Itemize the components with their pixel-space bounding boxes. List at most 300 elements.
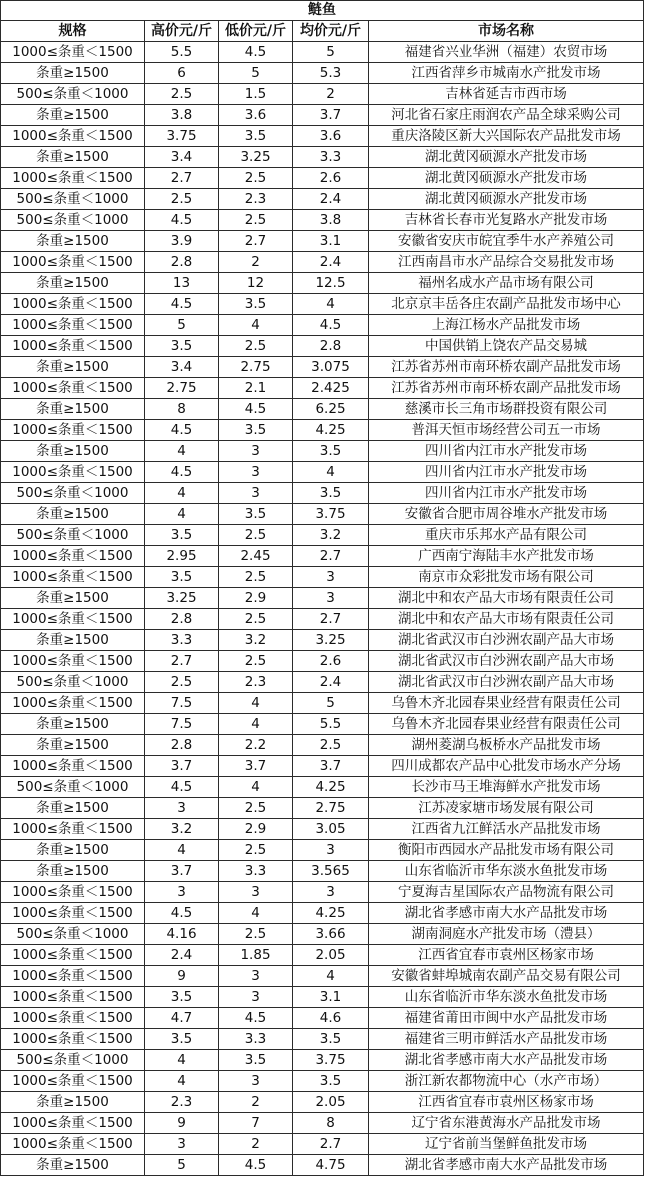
table-row <box>1 231 644 252</box>
cell-market-name: 中国供销上饶农产品交易城 <box>369 336 644 357</box>
cell-spec: 500≤条重＜1000 <box>1 924 145 945</box>
cell-spec: 1000≤条重＜1500 <box>1 315 145 336</box>
cell-avg-price: 3.5 <box>293 483 369 504</box>
cell-high-price: 3.75 <box>145 126 219 147</box>
cell-high-price: 3.5 <box>145 567 219 588</box>
cell-high-price: 4 <box>145 441 219 462</box>
cell-avg-price: 2.7 <box>293 1134 369 1155</box>
cell-market-name: 江西省宜春市袁州区杨家市场 <box>369 945 644 966</box>
cell-low-price: 3 <box>219 483 293 504</box>
cell-market-name: 江西省九江鲜活水产品批发市场 <box>369 819 644 840</box>
table-row <box>1 126 644 147</box>
cell-avg-price: 4 <box>293 462 369 483</box>
cell-market-name: 山东省临沂市华东淡水鱼批发市场 <box>369 987 644 1008</box>
table-row <box>1 147 644 168</box>
cell-high-price: 4.5 <box>145 420 219 441</box>
cell-high-price: 4.5 <box>145 294 219 315</box>
cell-low-price: 4 <box>219 315 293 336</box>
cell-avg-price: 3.2 <box>293 525 369 546</box>
cell-low-price: 4 <box>219 714 293 735</box>
cell-high-price: 2.7 <box>145 651 219 672</box>
cell-spec: 条重≥1500 <box>1 735 145 756</box>
cell-market-name: 湖北省武汉市白沙洲农副产品大市场 <box>369 672 644 693</box>
cell-avg-price: 6.25 <box>293 399 369 420</box>
cell-low-price: 3.5 <box>219 1050 293 1071</box>
cell-market-name: 长沙市马王堆海鲜水产批发市场 <box>369 777 644 798</box>
cell-market-name: 湖北省孝感市南大水产品批发市场 <box>369 1050 644 1071</box>
cell-spec: 条重≥1500 <box>1 147 145 168</box>
cell-high-price: 5 <box>145 315 219 336</box>
cell-low-price: 3 <box>219 987 293 1008</box>
cell-market-name: 吉林省延吉市西市场 <box>369 84 644 105</box>
table-row <box>1 525 644 546</box>
cell-low-price: 3.5 <box>219 126 293 147</box>
cell-spec: 条重≥1500 <box>1 441 145 462</box>
table-row <box>1 420 644 441</box>
cell-market-name: 湖北黄冈硕源水产批发市场 <box>369 168 644 189</box>
cell-spec: 1000≤条重＜1500 <box>1 987 145 1008</box>
cell-low-price: 3.7 <box>219 756 293 777</box>
cell-spec: 1000≤条重＜1500 <box>1 168 145 189</box>
cell-market-name: 慈溪市长三角市场群投资有限公司 <box>369 399 644 420</box>
table-row <box>1 378 644 399</box>
cell-low-price: 4 <box>219 693 293 714</box>
cell-low-price: 2.5 <box>219 798 293 819</box>
cell-spec: 1000≤条重＜1500 <box>1 903 145 924</box>
table-row <box>1 945 644 966</box>
header-spec: 规格 <box>1 21 145 42</box>
cell-low-price: 4.5 <box>219 1008 293 1029</box>
table-row <box>1 693 644 714</box>
cell-high-price: 4 <box>145 504 219 525</box>
cell-spec: 条重≥1500 <box>1 630 145 651</box>
cell-high-price: 2.7 <box>145 168 219 189</box>
table-row <box>1 42 644 63</box>
table-row <box>1 861 644 882</box>
table-row <box>1 924 644 945</box>
cell-high-price: 2.8 <box>145 735 219 756</box>
cell-spec: 条重≥1500 <box>1 714 145 735</box>
header-low-price: 低价元/斤 <box>219 21 293 42</box>
cell-avg-price: 4 <box>293 294 369 315</box>
cell-low-price: 2.5 <box>219 336 293 357</box>
cell-market-name: 福建省兴业华洲（福建）农贸市场 <box>369 42 644 63</box>
cell-market-name: 安徽省安庆市皖宜季牛水产养殖公司 <box>369 231 644 252</box>
cell-high-price: 3.5 <box>145 1029 219 1050</box>
table-row <box>1 189 644 210</box>
table-row <box>1 882 644 903</box>
table-row <box>1 651 644 672</box>
table-row <box>1 1134 644 1155</box>
cell-spec: 500≤条重＜1000 <box>1 84 145 105</box>
cell-high-price: 8 <box>145 399 219 420</box>
cell-market-name: 辽宁省前当堡鲜鱼批发市场 <box>369 1134 644 1155</box>
cell-spec: 1000≤条重＜1500 <box>1 420 145 441</box>
cell-low-price: 3.5 <box>219 294 293 315</box>
cell-market-name: 湖北中和农产品大市场有限责任公司 <box>369 609 644 630</box>
cell-low-price: 2.5 <box>219 168 293 189</box>
cell-low-price: 4 <box>219 903 293 924</box>
cell-market-name: 衡阳市西园水产品批发市场有限公司 <box>369 840 644 861</box>
cell-avg-price: 2.6 <box>293 168 369 189</box>
table-row <box>1 462 644 483</box>
cell-avg-price: 3.1 <box>293 231 369 252</box>
cell-spec: 条重≥1500 <box>1 357 145 378</box>
cell-avg-price: 2.4 <box>293 672 369 693</box>
table-row <box>1 210 644 231</box>
cell-low-price: 2.3 <box>219 189 293 210</box>
cell-avg-price: 3.7 <box>293 105 369 126</box>
cell-high-price: 9 <box>145 1113 219 1134</box>
cell-avg-price: 2.75 <box>293 798 369 819</box>
table-row <box>1 441 644 462</box>
table-row <box>1 630 644 651</box>
cell-avg-price: 2.5 <box>293 735 369 756</box>
cell-avg-price: 5 <box>293 42 369 63</box>
cell-high-price: 3.2 <box>145 819 219 840</box>
cell-market-name: 湖北省孝感市南大水产品批发市场 <box>369 1155 644 1176</box>
cell-market-name: 四川省内江市水产批发市场 <box>369 483 644 504</box>
table-row <box>1 63 644 84</box>
cell-low-price: 2.2 <box>219 735 293 756</box>
cell-market-name: 乌鲁木齐北园春果业经营有限责任公司 <box>369 714 644 735</box>
cell-high-price: 6 <box>145 63 219 84</box>
cell-low-price: 2.5 <box>219 210 293 231</box>
table-row <box>1 714 644 735</box>
table-row <box>1 483 644 504</box>
cell-avg-price: 4.75 <box>293 1155 369 1176</box>
cell-low-price: 3.25 <box>219 147 293 168</box>
cell-high-price: 2.8 <box>145 609 219 630</box>
cell-avg-price: 4.25 <box>293 420 369 441</box>
cell-market-name: 普洱天恒市场经营公司五一市场 <box>369 420 644 441</box>
cell-avg-price: 2.4 <box>293 252 369 273</box>
cell-spec: 1000≤条重＜1500 <box>1 252 145 273</box>
table-row <box>1 819 644 840</box>
cell-low-price: 4.5 <box>219 399 293 420</box>
cell-low-price: 2.5 <box>219 924 293 945</box>
cell-low-price: 2 <box>219 1092 293 1113</box>
cell-low-price: 2 <box>219 252 293 273</box>
cell-high-price: 4.16 <box>145 924 219 945</box>
cell-avg-price: 2.7 <box>293 546 369 567</box>
cell-high-price: 4 <box>145 483 219 504</box>
cell-market-name: 重庆洛陵区新大兴国际农产品批发市场 <box>369 126 644 147</box>
header-high-price: 高价元/斤 <box>145 21 219 42</box>
cell-high-price: 4 <box>145 1071 219 1092</box>
cell-low-price: 2.5 <box>219 567 293 588</box>
cell-spec: 条重≥1500 <box>1 840 145 861</box>
cell-spec: 条重≥1500 <box>1 504 145 525</box>
cell-high-price: 3.5 <box>145 987 219 1008</box>
cell-market-name: 乌鲁木齐北园春果业经营有限责任公司 <box>369 693 644 714</box>
cell-spec: 500≤条重＜1000 <box>1 525 145 546</box>
cell-low-price: 3 <box>219 966 293 987</box>
cell-spec: 1000≤条重＜1500 <box>1 1029 145 1050</box>
cell-spec: 1000≤条重＜1500 <box>1 819 145 840</box>
table-row <box>1 504 644 525</box>
cell-avg-price: 3.565 <box>293 861 369 882</box>
table-row <box>1 987 644 1008</box>
cell-low-price: 3.6 <box>219 105 293 126</box>
cell-high-price: 2.5 <box>145 84 219 105</box>
cell-spec: 1000≤条重＜1500 <box>1 1071 145 1092</box>
cell-high-price: 3.9 <box>145 231 219 252</box>
cell-spec: 1000≤条重＜1500 <box>1 1113 145 1134</box>
cell-market-name: 山东省临沂市华东淡水鱼批发市场 <box>369 861 644 882</box>
cell-avg-price: 2.8 <box>293 336 369 357</box>
cell-market-name: 上海江杨水产品批发市场 <box>369 315 644 336</box>
cell-avg-price: 2.425 <box>293 378 369 399</box>
cell-spec: 1000≤条重＜1500 <box>1 567 145 588</box>
cell-spec: 条重≥1500 <box>1 273 145 294</box>
table-row <box>1 315 644 336</box>
cell-high-price: 3 <box>145 882 219 903</box>
cell-market-name: 湖北黄冈硕源水产批发市场 <box>369 147 644 168</box>
cell-high-price: 2.5 <box>145 672 219 693</box>
table-row <box>1 84 644 105</box>
table-row <box>1 903 644 924</box>
cell-spec: 1000≤条重＜1500 <box>1 126 145 147</box>
cell-high-price: 4.5 <box>145 462 219 483</box>
cell-market-name: 湖北省武汉市白沙洲农副产品大市场 <box>369 651 644 672</box>
cell-high-price: 3.7 <box>145 861 219 882</box>
cell-avg-price: 3.7 <box>293 756 369 777</box>
cell-market-name: 湖北中和农产品大市场有限责任公司 <box>369 588 644 609</box>
cell-high-price: 3.25 <box>145 588 219 609</box>
table-row <box>1 567 644 588</box>
cell-spec: 条重≥1500 <box>1 1155 145 1176</box>
cell-spec: 1000≤条重＜1500 <box>1 546 145 567</box>
cell-avg-price: 4.25 <box>293 777 369 798</box>
cell-spec: 条重≥1500 <box>1 861 145 882</box>
cell-high-price: 9 <box>145 966 219 987</box>
cell-high-price: 4.5 <box>145 777 219 798</box>
cell-avg-price: 8 <box>293 1113 369 1134</box>
cell-low-price: 2.75 <box>219 357 293 378</box>
header-market-name: 市场名称 <box>369 21 644 42</box>
cell-low-price: 4.5 <box>219 1155 293 1176</box>
cell-spec: 1000≤条重＜1500 <box>1 294 145 315</box>
cell-avg-price: 3.05 <box>293 819 369 840</box>
header-row <box>1 21 644 42</box>
cell-avg-price: 12.5 <box>293 273 369 294</box>
cell-spec: 500≤条重＜1000 <box>1 777 145 798</box>
cell-market-name: 福建省三明市鲜活水产品批发市场 <box>369 1029 644 1050</box>
cell-low-price: 3.5 <box>219 504 293 525</box>
cell-spec: 条重≥1500 <box>1 798 145 819</box>
cell-avg-price: 3.5 <box>293 1029 369 1050</box>
cell-spec: 条重≥1500 <box>1 231 145 252</box>
cell-market-name: 吉林省长春市光复路水产批发市场 <box>369 210 644 231</box>
cell-low-price: 2.5 <box>219 609 293 630</box>
table-row <box>1 1155 644 1176</box>
cell-avg-price: 3.5 <box>293 1071 369 1092</box>
cell-spec: 1000≤条重＜1500 <box>1 609 145 630</box>
cell-spec: 500≤条重＜1000 <box>1 189 145 210</box>
cell-high-price: 3.7 <box>145 756 219 777</box>
cell-low-price: 3 <box>219 1071 293 1092</box>
cell-low-price: 5 <box>219 63 293 84</box>
cell-low-price: 2.1 <box>219 378 293 399</box>
cell-low-price: 3.2 <box>219 630 293 651</box>
cell-high-price: 2.95 <box>145 546 219 567</box>
table-row <box>1 252 644 273</box>
table-row <box>1 357 644 378</box>
cell-avg-price: 5.3 <box>293 63 369 84</box>
table-row <box>1 1092 644 1113</box>
cell-avg-price: 3.25 <box>293 630 369 651</box>
cell-spec: 1000≤条重＜1500 <box>1 1008 145 1029</box>
cell-avg-price: 5.5 <box>293 714 369 735</box>
cell-market-name: 四川省内江市水产批发市场 <box>369 441 644 462</box>
cell-spec: 500≤条重＜1000 <box>1 483 145 504</box>
cell-spec: 1000≤条重＜1500 <box>1 756 145 777</box>
cell-high-price: 5.5 <box>145 42 219 63</box>
cell-low-price: 1.5 <box>219 84 293 105</box>
table-row <box>1 336 644 357</box>
cell-market-name: 福州名成水产品市场有限公司 <box>369 273 644 294</box>
cell-high-price: 4.5 <box>145 210 219 231</box>
cell-market-name: 辽宁省东港黄海水产品批发市场 <box>369 1113 644 1134</box>
table-row <box>1 798 644 819</box>
cell-low-price: 3.3 <box>219 861 293 882</box>
table-title: 鲢鱼 <box>1 1 644 21</box>
cell-market-name: 江西南昌市水产品综合交易批发市场 <box>369 252 644 273</box>
cell-low-price: 3.5 <box>219 420 293 441</box>
cell-market-name: 重庆市乐邦水产品有限公司 <box>369 525 644 546</box>
cell-spec: 1000≤条重＜1500 <box>1 966 145 987</box>
cell-avg-price: 3.66 <box>293 924 369 945</box>
cell-market-name: 安徽省合肥市周谷堆水产批发市场 <box>369 504 644 525</box>
cell-high-price: 2.75 <box>145 378 219 399</box>
cell-spec: 1000≤条重＜1500 <box>1 693 145 714</box>
table-row <box>1 1008 644 1029</box>
cell-spec: 条重≥1500 <box>1 63 145 84</box>
table-row <box>1 273 644 294</box>
table-row <box>1 672 644 693</box>
cell-avg-price: 2.6 <box>293 651 369 672</box>
cell-spec: 条重≥1500 <box>1 1092 145 1113</box>
cell-high-price: 3.4 <box>145 147 219 168</box>
cell-low-price: 4 <box>219 777 293 798</box>
cell-low-price: 7 <box>219 1113 293 1134</box>
cell-market-name: 四川省内江市水产批发市场 <box>369 462 644 483</box>
table-row <box>1 399 644 420</box>
cell-market-name: 湖北省武汉市白沙洲农副产品大市场 <box>369 630 644 651</box>
cell-low-price: 2.3 <box>219 672 293 693</box>
cell-avg-price: 3.75 <box>293 1050 369 1071</box>
cell-market-name: 河北省石家庄雨润农产品全球采购公司 <box>369 105 644 126</box>
cell-high-price: 2.4 <box>145 945 219 966</box>
cell-high-price: 4 <box>145 840 219 861</box>
cell-spec: 条重≥1500 <box>1 399 145 420</box>
cell-market-name: 福建省莆田市闽中水产品批发市场 <box>369 1008 644 1029</box>
cell-low-price: 3.3 <box>219 1029 293 1050</box>
cell-spec: 1000≤条重＜1500 <box>1 882 145 903</box>
table-row <box>1 735 644 756</box>
cell-low-price: 2 <box>219 1134 293 1155</box>
table-row <box>1 777 644 798</box>
cell-market-name: 江苏省苏州市南环桥农副产品批发市场 <box>369 378 644 399</box>
cell-spec: 500≤条重＜1000 <box>1 672 145 693</box>
cell-avg-price: 3 <box>293 588 369 609</box>
table-row <box>1 588 644 609</box>
cell-avg-price: 3.75 <box>293 504 369 525</box>
cell-spec: 500≤条重＜1000 <box>1 1050 145 1071</box>
cell-spec: 条重≥1500 <box>1 105 145 126</box>
cell-high-price: 3 <box>145 798 219 819</box>
table-row <box>1 546 644 567</box>
cell-high-price: 4 <box>145 1050 219 1071</box>
cell-market-name: 浙江新农都物流中心（水产市场） <box>369 1071 644 1092</box>
table-row <box>1 168 644 189</box>
cell-avg-price: 3.3 <box>293 147 369 168</box>
cell-avg-price: 3 <box>293 840 369 861</box>
cell-low-price: 2.5 <box>219 525 293 546</box>
cell-high-price: 7.5 <box>145 714 219 735</box>
cell-low-price: 3 <box>219 462 293 483</box>
title-row <box>1 1 644 21</box>
table-row <box>1 1050 644 1071</box>
cell-high-price: 5 <box>145 1155 219 1176</box>
cell-market-name: 湖南洞庭水产批发市场（澧县） <box>369 924 644 945</box>
table-row <box>1 840 644 861</box>
cell-avg-price: 2.7 <box>293 609 369 630</box>
cell-avg-price: 4.5 <box>293 315 369 336</box>
table-row <box>1 966 644 987</box>
cell-low-price: 2.5 <box>219 651 293 672</box>
cell-low-price: 2.9 <box>219 588 293 609</box>
cell-avg-price: 2 <box>293 84 369 105</box>
cell-high-price: 3.5 <box>145 336 219 357</box>
cell-market-name: 江苏省苏州市南环桥农副产品批发市场 <box>369 357 644 378</box>
cell-avg-price: 2.05 <box>293 945 369 966</box>
cell-spec: 1000≤条重＜1500 <box>1 336 145 357</box>
table-row <box>1 1029 644 1050</box>
cell-spec: 500≤条重＜1000 <box>1 210 145 231</box>
cell-low-price: 2.45 <box>219 546 293 567</box>
cell-high-price: 13 <box>145 273 219 294</box>
cell-low-price: 2.5 <box>219 840 293 861</box>
cell-market-name: 江苏凌家塘市场发展有限公司 <box>369 798 644 819</box>
table-body <box>1 42 644 1176</box>
cell-avg-price: 3.5 <box>293 441 369 462</box>
cell-avg-price: 4.6 <box>293 1008 369 1029</box>
cell-spec: 1000≤条重＜1500 <box>1 42 145 63</box>
cell-avg-price: 3.1 <box>293 987 369 1008</box>
cell-high-price: 3.3 <box>145 630 219 651</box>
cell-high-price: 7.5 <box>145 693 219 714</box>
cell-market-name: 湖北黄冈硕源水产批发市场 <box>369 189 644 210</box>
cell-avg-price: 3.8 <box>293 210 369 231</box>
cell-avg-price: 3 <box>293 567 369 588</box>
cell-high-price: 3.4 <box>145 357 219 378</box>
cell-market-name: 广西南宁海陆丰水产批发市场 <box>369 546 644 567</box>
cell-market-name: 宁夏海吉星国际农产品物流有限公司 <box>369 882 644 903</box>
cell-high-price: 3.8 <box>145 105 219 126</box>
cell-spec: 1000≤条重＜1500 <box>1 462 145 483</box>
cell-spec: 1000≤条重＜1500 <box>1 651 145 672</box>
cell-high-price: 2.5 <box>145 189 219 210</box>
cell-market-name: 安徽省蚌埠城南农副产品交易有限公司 <box>369 966 644 987</box>
cell-spec: 1000≤条重＜1500 <box>1 378 145 399</box>
cell-avg-price: 2.05 <box>293 1092 369 1113</box>
cell-low-price: 2.7 <box>219 231 293 252</box>
cell-high-price: 3 <box>145 1134 219 1155</box>
cell-high-price: 3.5 <box>145 525 219 546</box>
header-avg-price: 均价元/斤 <box>293 21 369 42</box>
